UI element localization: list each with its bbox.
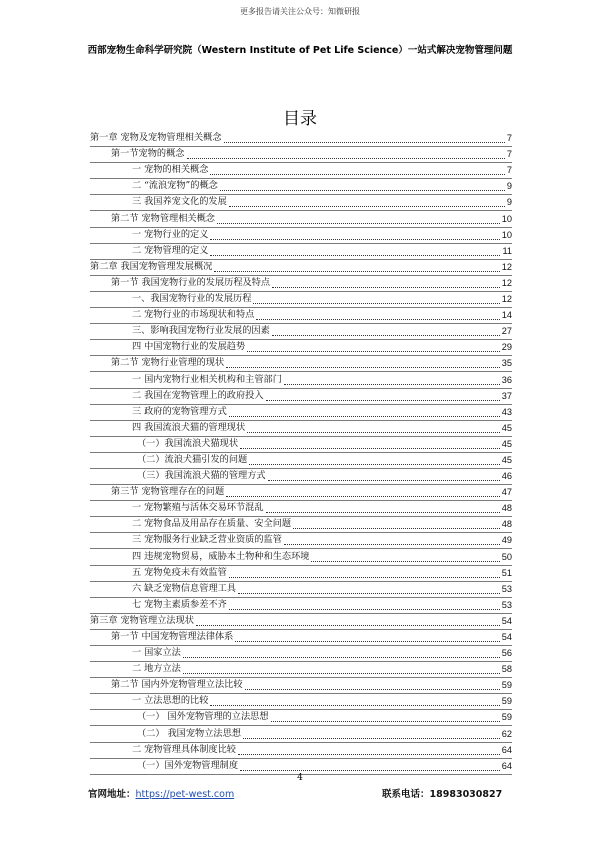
toc-entry-title: 一 宠物繁殖与活体交易环节混乱 [132, 502, 264, 514]
toc-entry[interactable] [90, 389, 512, 405]
toc-entry-title: 三 我国养宠文化的发展 [132, 196, 227, 208]
toc-leader-dots [253, 303, 500, 304]
toc-leader-dots [271, 721, 500, 722]
toc-leader-dots [210, 705, 500, 706]
toc-entry[interactable] [90, 211, 512, 227]
toc-leader-dots [249, 464, 500, 465]
toc-entry[interactable] [90, 678, 512, 694]
toc-entry-title: 七 宠物主素质参差不齐 [132, 598, 227, 610]
toc-entry-page: 14 [501, 310, 512, 321]
toc-entry-page: 46 [501, 471, 512, 482]
toc-entry[interactable] [90, 566, 512, 582]
toc-entry-title: 一 国家立法 [132, 647, 181, 659]
toc-entry-page: 56 [501, 648, 512, 659]
toc-entry-page: 36 [501, 374, 512, 385]
phone-number: 18983030827 [429, 789, 503, 800]
toc-entry-page: 64 [501, 744, 512, 755]
toc-entry-page: 45 [501, 454, 512, 465]
toc-leader-dots [226, 367, 500, 368]
toc-entry[interactable] [90, 195, 512, 211]
toc-entry[interactable] [90, 405, 512, 421]
toc-entry-title: （一）国外宠物管理制度 [137, 759, 239, 771]
toc-entry[interactable] [90, 646, 512, 662]
toc-entry-page: 43 [501, 406, 512, 417]
toc-leader-dots [256, 319, 500, 320]
toc-entry-title: 一 宠物行业的定义 [132, 228, 209, 240]
toc-leader-dots [210, 239, 500, 240]
toc-entry-title: （一）我国流浪犬猫现状 [137, 437, 239, 449]
toc-entry-page: 62 [501, 728, 512, 739]
website-link[interactable]: https://pet-west.com [135, 789, 235, 800]
toc-leader-dots [268, 480, 500, 481]
table-of-contents [90, 131, 512, 775]
toc-entry-page: 12 [501, 294, 512, 305]
toc-entry[interactable] [90, 662, 512, 678]
toc-leader-dots [183, 657, 500, 658]
toc-entry[interactable] [90, 356, 512, 372]
toc-entry[interactable] [90, 260, 512, 276]
toc-leader-dots [266, 400, 500, 401]
toc-leader-dots [284, 544, 500, 545]
toc-leader-dots [214, 271, 500, 272]
toc-entry-page: 54 [501, 632, 512, 642]
toc-entry-title: 四 我国流浪犬猫的管理现状 [132, 421, 246, 433]
toc-entry-title: 六 缺乏宠物信息管理工具 [132, 582, 236, 594]
toc-entry[interactable] [90, 292, 512, 308]
toc-entry-title: 第三章 宠物管理立法现状 [90, 614, 194, 626]
toc-leader-dots [235, 641, 500, 642]
toc-entry-title: 一 国内宠物行业相关机构和主管部门 [132, 373, 282, 385]
toc-entry-page: 11 [502, 245, 512, 256]
toc-entry-page: 12 [501, 261, 512, 272]
toc-entry[interactable] [90, 453, 512, 469]
toc-entry[interactable] [90, 228, 512, 244]
toc-entry-page: 9 [506, 197, 512, 208]
toc-entry-title: 第一节 中国宠物管理法律体系 [111, 631, 234, 642]
toc-entry-title: 三 政府的宠物管理方式 [132, 405, 227, 417]
footer-phone [382, 786, 502, 800]
toc-entry-page: 59 [501, 696, 512, 707]
toc-entry-page: 12 [501, 277, 512, 288]
toc-entry-page: 7 [506, 165, 512, 176]
toc-entry[interactable] [90, 710, 512, 726]
toc-entry-title: 二 我国在宠物管理上的政府投入 [132, 389, 264, 401]
toc-entry-title: 二 地方立法 [132, 663, 181, 675]
toc-entry[interactable] [90, 131, 512, 147]
toc-leader-dots [293, 528, 500, 529]
toc-leader-dots [272, 287, 500, 288]
top-note: 更多报告请关注公众号：知微研报 [240, 7, 360, 16]
toc-entry-page: 45 [501, 422, 512, 433]
toc-entry-page: 59 [501, 712, 512, 723]
toc-leader-dots [229, 206, 505, 207]
toc-entry-page: 48 [501, 519, 512, 530]
toc-entry-title: 二 “流浪宠物”的概念 [132, 180, 218, 192]
toc-entry-title: （三）我国流浪犬猫的管理方式 [137, 470, 266, 482]
toc-entry-page: 27 [501, 326, 512, 337]
toc-entry-title: 一、我国宠物行业的发展历程 [132, 293, 252, 305]
toc-entry[interactable] [90, 582, 512, 598]
toc-leader-dots [243, 738, 500, 739]
toc-entry-page: 53 [501, 599, 512, 610]
toc-entry[interactable] [90, 501, 512, 517]
toc-entry[interactable] [90, 244, 512, 260]
toc-entry[interactable] [90, 694, 512, 710]
toc-entry[interactable] [90, 179, 512, 195]
toc-entry-title: 三、影响我国宠物行业发展的因素 [132, 325, 270, 337]
toc-entry-title: 第一章 宠物及宠物管理相关概念 [90, 132, 222, 144]
toc-leader-dots [245, 689, 500, 690]
toc-entry[interactable] [90, 549, 512, 565]
toc-entry-page: 54 [501, 615, 512, 626]
toc-entry-page: 37 [501, 390, 512, 401]
toc-entry-page: 35 [501, 358, 512, 369]
toc-leader-dots [217, 223, 500, 224]
toc-entry-title: （二） 我国宠物立法思想 [137, 727, 241, 739]
toc-leader-dots [226, 496, 500, 497]
toc-leader-dots [196, 625, 500, 626]
toc-leader-dots [284, 384, 500, 385]
toc-entry[interactable] [90, 372, 512, 388]
toc-leader-dots [311, 561, 500, 562]
toc-entry[interactable] [90, 485, 512, 501]
toc-leader-dots [247, 351, 500, 352]
toc-entry-page: 53 [501, 583, 512, 594]
toc-entry-title: 三 宠物服务行业缺乏营业资质的监管 [132, 534, 282, 546]
toc-leader-dots [229, 609, 500, 610]
toc-entry-title: 二 宠物食品及用品存在质量、安全问题 [132, 518, 292, 530]
toc-entry-page: 7 [506, 149, 512, 160]
toc-entry-page: 47 [501, 487, 512, 498]
toc-entry[interactable] [90, 340, 512, 356]
toc-leader-dots [224, 142, 505, 143]
toc-entry[interactable] [90, 726, 512, 742]
toc-entry[interactable] [90, 437, 512, 453]
toc-entry-title: 第一节宠物的概念 [111, 148, 185, 160]
toc-entry-page: 59 [501, 680, 512, 691]
toc-entry-page: 7 [506, 133, 512, 144]
toc-entry[interactable] [90, 743, 512, 759]
toc-entry-title: 二 宠物行业的市场现状和特点 [132, 309, 255, 321]
toc-leader-dots [238, 754, 500, 755]
phone-label: 联系电话： [382, 789, 430, 800]
toc-entry-page: 10 [501, 229, 512, 240]
toc-entry-page: 29 [501, 342, 512, 353]
toc-entry-title: 二 宠物管理的定义 [132, 244, 209, 256]
toc-entry-page: 48 [501, 503, 512, 514]
toc-entry-title: 四 违规宠物贸易，威胁本土物种和生态环境 [132, 550, 310, 562]
toc-title: 目录 [283, 109, 317, 129]
toc-entry[interactable] [90, 598, 512, 614]
toc-entry-page: 10 [501, 213, 512, 224]
toc-entry-title: 第二节 宠物行业管理的现状 [111, 357, 225, 369]
toc-entry-page: 50 [501, 551, 512, 562]
footer-website [88, 786, 234, 800]
toc-entry[interactable] [90, 630, 512, 646]
toc-leader-dots [272, 335, 500, 336]
toc-entry-title: 二 宠物管理具体制度比较 [132, 743, 236, 755]
toc-entry[interactable] [90, 517, 512, 533]
toc-entry[interactable] [90, 324, 512, 340]
page-footer [0, 786, 600, 800]
toc-entry-title: 一 立法思想的比较 [132, 695, 209, 707]
toc-entry[interactable] [90, 147, 512, 163]
toc-entry-page: 51 [501, 567, 512, 578]
toc-entry-title: 第二章 我国宠物管理发展概况 [90, 260, 213, 272]
toc-entry[interactable] [90, 614, 512, 630]
toc-entry-title: 第二节 宠物管理相关概念 [111, 212, 215, 224]
toc-entry[interactable] [90, 163, 512, 179]
toc-entry-title: 第一节 我国宠物行业的发展历程及特点 [111, 276, 271, 288]
document-header: 西部宠物生命科学研究院（Western Institute of Pet Life Science）一站式解决宠物管理问题 [87, 45, 513, 56]
toc-entry-page: 49 [501, 535, 512, 546]
toc-leader-dots [238, 593, 500, 594]
toc-leader-dots [229, 577, 500, 578]
toc-leader-dots [229, 416, 500, 417]
toc-leader-dots [210, 255, 500, 256]
toc-entry[interactable] [90, 533, 512, 549]
page-number: 4 [297, 773, 303, 783]
website-label: 官网地址： [88, 789, 136, 800]
toc-entry[interactable] [90, 421, 512, 437]
toc-entry-title: 第三节 宠物管理存在的问题 [111, 486, 225, 498]
toc-entry-title: 第二节 国内外宠物管理立法比较 [111, 679, 243, 691]
toc-entry-page: 64 [501, 760, 512, 771]
toc-entry-page: 58 [501, 664, 512, 675]
toc-entry-title: （二）流浪犬猫引发的问题 [137, 453, 248, 465]
toc-leader-dots [220, 190, 505, 191]
toc-entry[interactable] [90, 469, 512, 485]
toc-entry[interactable] [90, 308, 512, 324]
toc-entry-title: 四 中国宠物行业的发展趋势 [132, 341, 246, 353]
toc-leader-dots [210, 174, 505, 175]
toc-leader-dots [266, 512, 500, 513]
toc-entry-title: （一） 国外宠物管理的立法思想 [137, 711, 269, 723]
toc-entry[interactable] [90, 276, 512, 292]
toc-leader-dots [240, 770, 500, 771]
toc-entry-title: 一 宠物的相关概念 [132, 164, 209, 176]
toc-entry-title: 五 宠物免疫未有效监管 [132, 566, 227, 578]
toc-entry-page: 9 [506, 181, 512, 192]
toc-leader-dots [183, 673, 500, 674]
toc-leader-dots [247, 432, 500, 433]
toc-leader-dots [240, 448, 500, 449]
toc-leader-dots [187, 158, 505, 159]
toc-entry-page: 45 [501, 438, 512, 449]
